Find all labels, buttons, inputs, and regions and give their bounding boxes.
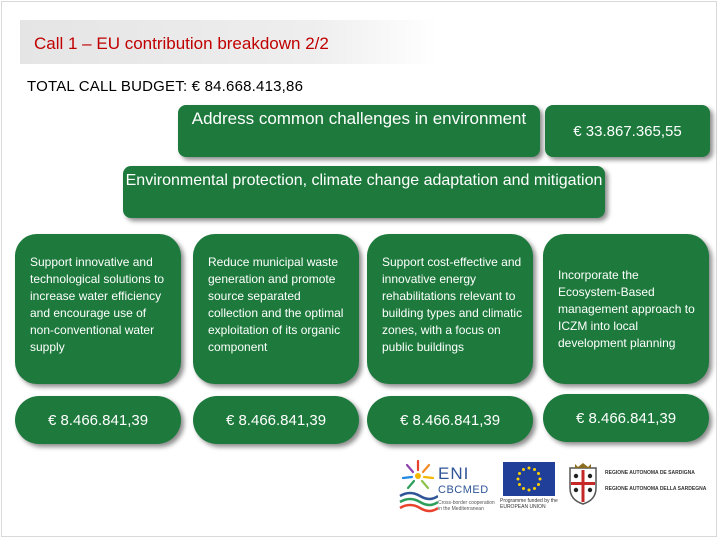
challenge-box: Address common challenges in environment <box>178 105 540 157</box>
sardegna-caption-1: REGIONE AUTONOMA DE SARDIGNA <box>605 470 695 476</box>
priority-4 <box>543 234 709 384</box>
total-budget: TOTAL CALL BUDGET: € 84.668.413,86 <box>27 78 304 95</box>
priority-3-amount: € 8.466.841,39 <box>367 396 533 444</box>
slide-title: Call 1 – EU contribution breakdown 2/2 <box>34 34 329 53</box>
eu-flag-icon <box>503 462 555 496</box>
eni-logo-icon <box>398 458 438 514</box>
eni-logo-text: ENI <box>438 464 470 483</box>
priority-4-amount: € 8.466.841,39 <box>543 394 709 442</box>
eu-logo-caption: Programme funded by the EUROPEAN UNION <box>500 498 558 510</box>
eni-logo-subtext: CBCMED <box>438 484 489 496</box>
challenge-amount: € 33.867.365,55 <box>545 105 710 157</box>
priority-1: Support innovative and technological solutions to increase water efficiency and encourage use of non-conventional water supply <box>15 234 181 384</box>
priority-2-amount: € 8.466.841,39 <box>193 396 359 444</box>
priority-1-amount: € 8.466.841,39 <box>15 396 181 444</box>
sardegna-crest-icon <box>566 462 600 506</box>
sardegna-caption-2: REGIONE AUTONOMA DELLA SARDEGNA <box>605 486 707 492</box>
priority-4-text: Incorporate the Ecosystem-Based management approach to ICZM into local development planning <box>558 267 695 350</box>
eni-logo-caption: Cross-border cooperation in the Mediterranean <box>438 500 495 512</box>
objective-box: Environmental protection, climate change adaptation and mitigation <box>123 166 605 218</box>
priority-2: Reduce municipal waste generation and promote source separated collection and the optimal exploitation of its organic component <box>193 234 359 384</box>
priority-3: Support cost-effective and innovative energy rehabilitations relevant to building types and climatic zones, with a focus on public buildings <box>367 234 533 384</box>
